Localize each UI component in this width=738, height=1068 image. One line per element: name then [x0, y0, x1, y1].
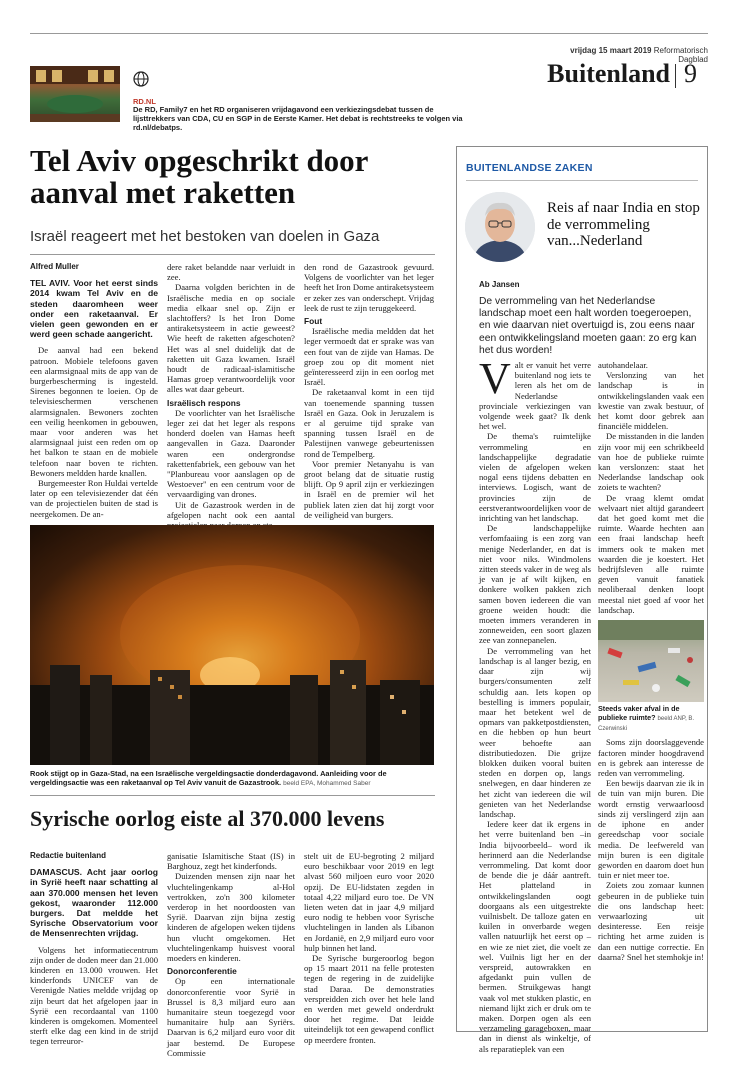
paragraph: De aanval had een bekend patroon. Mobiele telefoons gaven een alarmsignaal mits de app van de burgerbescherming is ingesteld. Sirenes begonnen te loeien. Op de televisieschermen verschenen alarmsignalen. Bewoners zochten een veilig heenkomen in gebouwen, maar voor anderen was het alarmsignaal juist een reden om op het balkon te staan en de mobiele telefoon naar boven te richten. Bewoners meldden harde knallen. — [30, 345, 158, 478]
article1-column-1 — [30, 262, 158, 519]
article1-headline-line2: aanval met raketten — [30, 175, 296, 210]
litter-photo-caption — [598, 705, 704, 733]
paragraph: Uit de Gazastrook werden in de afgelopen nacht ook een aantal — [167, 499, 295, 520]
paper-name: Reformatorisch Dagblad — [653, 46, 708, 64]
paragraph: Zoiets zou zomaar kunnen gebeuren in de publieke tuin die ons landschap heet: verwaarlozing uit desinteresse. Een reisje richting het arme zuiden is dan een nuttige correctie. En daarna? Snel het stemhokje in! — [598, 880, 704, 962]
article2-column-3 — [304, 851, 434, 1045]
article2-column-1 — [30, 851, 158, 1047]
debate-hall-illustration — [30, 66, 120, 122]
paragraph: De misstanden in die landen zijn voor mij een schrikbeeld van hoe de publieke ruimte kan verslonzen: staat het Nederlandse landschap ook zoiets te wachten? — [598, 431, 704, 493]
article2-top-rule — [30, 795, 435, 796]
article1-subhead: Israël reageert met het bestoken van doelen in Gaza — [30, 228, 380, 245]
teaser-text[interactable]: De RD, Family7 en het RD organiseren vrijdagavond een verkiezingsdebat tussen de lijsttrekkers van CDA, CU en SGP in de Eerste Kamer. Het debat is rechtstreeks te volgen via rd.nl/debatps. — [133, 105, 463, 132]
date-text: vrijdag 15 maart 2019 — [570, 46, 652, 55]
paragraph: Daarna volgden berichten in de Israëlische media en op sociale media elkaar snel op. Zijn er slachtoffers? Is het Iron Dome antiraketsysteem in actie geweest? Wie heeft de raketten afgeschoten? Het was al snel duidelijk dat de raketten uit Gaza kwamen. Israël houdt de radicaal-islamitische Hamas groep verantwoordelijk voor alles wat daar gebeurt. — [167, 282, 295, 395]
paragraph: Volgens het informatiecentrum zijn onder de doden meer dan 21.000 kinderen en 13.000 vrouwen. Het kinderfonds UNICEF van de Verenigde Naties meldde vrijdag op zijn beurt dat het afgelopen jaar in Syrië een recordaantal van 1100 kinderen is omgekomen. Momenteel sterft elke dag een kind in de strijd tegen terreuror- — [30, 944, 158, 1047]
paragraph: Een bewijs daarvan zie ik in de tuin van mijn buren. Die wordt ernstig verwaarloosd sinds zij verslingerd zijn aan de iphone en ander gereedschap voor sociale media. De leefwereld van mijn buren is een digitale geworden en daarom doet hun tuin er niet meer toe. — [598, 778, 704, 881]
sidebar-author: Ab Jansen — [479, 280, 520, 289]
article1-byline: Alfred Muller — [30, 262, 79, 271]
article1-headline-line1: Tel Aviv opgeschrikt door — [30, 143, 369, 178]
dropcap: V — [479, 354, 511, 403]
city-skyline-illustration — [30, 525, 434, 765]
paragraph: Verslonzing van het landschap is in ontwikkelingslanden vaak een kwestie van zwak bestuur, of het komt door gebrek aan financiële middelen. — [598, 370, 704, 432]
globe-icon — [133, 71, 149, 87]
gaza-photo[interactable] — [30, 525, 434, 765]
litter-photo[interactable] — [598, 620, 704, 702]
dropcap-paragraph-text: alt er vanuit het verre buitenland nog iets te leren als het om de Nederlandse provinciale verkiezingen van volgende week gaat? Ik denk het wel. — [479, 360, 591, 432]
paragraph: Iedere keer dat ik ergens in het verre buitenland ben –in India bijvoorbeeld– word ik herinnerd aan die Nederlandse verrommeling. Dat komt door de bende die je dáár aantreft. Het platteland in ontwikkelingslanden oogt doorgaans als een uitgestrekte vuilnisbelt. De talloze gaten en kuilen in onverbarde wegen vallen natuurlijk het eerst op – en wie ze niet ziet, die voelt ze wel. Vuilnis ligt her en der verspreid, autowrakken en afgedankt puin vullen de bermen. Struikgewas hangt vaak vol met stukken plastic, en niemand lijkt zich er druk om te maken. Dorpen ogen als een verzameling garageboxen, maar dan in dienst als winkeltje, of als reparatieplek van een — [479, 819, 591, 1054]
paragraph — [479, 354, 591, 432]
paragraph: De thema's ruimtelijke verrommeling en landschappelijke degradatie vielen de afgelopen weken nogal eens tijdens debatten en interviews. Logisch, want de provincies zijn de eerstverantwoordelijken voor de inrichting van het landschap. — [479, 431, 591, 524]
author-avatar — [465, 192, 535, 262]
article1-headline — [30, 145, 450, 209]
caption-text: Steeds vaker afval in de publieke ruimte? — [598, 704, 680, 722]
sidebar-label-rule — [466, 180, 698, 181]
subheading: Donorconferentie — [167, 966, 237, 977]
litter-illustration — [598, 620, 704, 702]
article2-byline: Redactie buitenland — [30, 851, 107, 860]
paragraph: den rond de Gazastrook gevuurd. Volgens de voorlichter van het leger heeft het Iron Dome antiraketsysteem er zeker zes van onderschept. Vrijdag leek de rust te zijn teruggekeerd. — [304, 262, 434, 313]
section-title: Buitenland — [547, 59, 670, 88]
paragraph: Israëlische media meldden dat het leger vermoedt dat er sprake was van een fout van de zijde van Hamas. De groep zou op dit moment niet geïnteresseerd zijn in een oorlog met Israël. — [304, 326, 434, 388]
paragraph: De raketaanval komt in een tijd van toenemende spanning tussen Israël en Gaza. Ook in Jeruzalem is er al geruime tijd sprake van spanning tussen Israël en de Palestijnen vanwege gebeurtenissen rond de Tempelberg. — [304, 387, 434, 459]
paragraph: De vraag klemt omdat welvaart niet altijd garandeert dat het goed komt met die ruimte. Waarde hechten aan een fraai landschap heeft immers ook te maken met waarden die je koestert. Het bedrijfsleven alle ruimte geven vanuit fanatiek neoliberaal denken loopt meestal niet goed af voor het landschap. — [598, 492, 704, 615]
paragraph: De verrommeling van het landschap is al langer bezig, en daar zijn wij burgers/consumenten zelf schuldig aan. Iets kopen op bestelling is immers populair, maar het betekent wel de opmars van pakketpostdiensten, en die hebben op hun beurt weer behoefte aan distributiedozen. Die grijze blokken duiken vooral buiten steden en dorpen op, langs snelwegen, en daar hinderen ze het zicht van iedereen die wil genieten van het Nederlandse landschap. — [479, 645, 591, 819]
paragraph: stelt uit de EU-begroting 2 miljard euro beschikbaar voor 2019 en legt alvast 560 miljoen euro voor 2020 opzij. De EU-lidstaten zegden in totaal 4,22 miljard euro toe. De VN lieten weten dat in jaar 4,9 miljard euro nodig te hebben voor Syrische vluchtelingen in landen als Libanon en Jordanië, en 2,9 miljard euro voor hulp binnen het land. — [304, 851, 434, 953]
page-number: 9 — [684, 59, 697, 88]
paragraph: autohandelaar. — [598, 360, 648, 370]
gaza-photo-caption — [30, 769, 434, 788]
paragraph: Soms zijn doorslaggevende factoren minder hoogdravend en is gebrek aan interesse de reden van verrommeling. — [598, 737, 704, 779]
paragraph: Op een internationale donorconferentie voor Syrië in Brussel is 8,3 miljard euro aan humanitaire steun toegezegd voor humanitaire hulp aan Syriërs. Daarvan is 6,2 miljard euro voor dit jaar bestemd. De Europese Commissie — [167, 976, 295, 1058]
paragraph: Duizenden mensen zijn naar het vluchtelingenkamp al-Hol vertrokken, zo'n 300 kilometer verderop in het noordoosten van Syrië. Daarvan zijn bijna zestig kinderen de afgelopen weken tijdens hun vlucht omgekomen. Het vluchtelingenkamp huisvest vooral moeders en kinderen. — [167, 871, 295, 964]
article2-headline: Syrische oorlog eiste al 370.000 levens — [30, 806, 385, 831]
subheading: Fout — [304, 316, 323, 327]
paragraph: De voorlichter van het Israëlische leger zei dat het leger als respons honderd doelen van Hamas heeft aangevallen in Gaza. Daaronder waren een ondergrondse rakettenfabriek, een gebouw van het "Planbureau voor aanslagen op de Westoever" en een centrum voor de vervaardiging van drones. — [167, 407, 295, 500]
article1-lead: TEL AVIV. Voor het eerst sinds 2014 kwam Tel Aviv en de steden daaromheen weer onder een raketaanval. Er vielen geen gewonden en er werd geen schade aangericht. — [30, 278, 158, 340]
sidebar-column-1 — [479, 354, 591, 1054]
section-divider — [675, 64, 676, 88]
paragraph: Voor premier Netanyahu is van groot belang dat de situatie rustig blijft. Op 9 april zijn er verkiezingen in Israël en de premier wil het publiek laten zien dat hij zorgt voor de veiligheid van burgers. — [304, 458, 434, 520]
teaser-photo[interactable] — [30, 66, 120, 122]
paragraph: De landschappelijke verfomfaaiing is een zorg van menige Nederlander, en dat is niet voor niks. Windmolens zitten steeds vaker in de weg als je van je af wilt kijken, en donkere wolken pakken zich samen boven iedereen die van groene weiden houdt: die moeten immers veranderen in zonneweiden, een soort glazen zee van zonnepanelen. — [479, 523, 591, 646]
teaser-label: RD.NL — [133, 97, 156, 106]
article1-column-3 — [304, 262, 434, 520]
sidebar-column-2 — [598, 360, 704, 962]
caption-text: Rook stijgt op in Gaza-Stad, na een Israëlische vergeldingsactie donderdagavond. Aanleiding voor de vergeldingsactie was een raketaanval op Tel Aviv vanuit de Gazastrook. — [30, 769, 387, 787]
paragraph: dere raket belandde naar verluidt in zee. — [167, 262, 295, 283]
article1-rule — [30, 254, 435, 255]
sidebar-intro: De verrommeling van het Nederlandse landschap moet een halt worden toegeroepen, en wie daarvan niet overtuigd is, zou eens naar een ontwikkelingsland moeten gaan: zo erg kan het dus worden! — [479, 296, 697, 356]
sidebar-title: Reis af naar India en stop de verrommeling van...Nederland — [547, 200, 700, 249]
top-rule — [30, 33, 708, 34]
photo-credit: beeld ANP, B. Czerwinski — [598, 715, 695, 732]
sidebar-label: BUITENLANDSE ZAKEN — [466, 162, 593, 174]
article2-column-2 — [167, 851, 295, 1058]
subheading: Israëlisch respons — [167, 397, 241, 408]
paragraph: Burgemeester Ron Huldai vertelde later op een televisiezender dat één van de projectielen buiten de stad is neergekomen. De an- — [30, 478, 158, 519]
paragraph: De Syrische burgeroorlog begon op 15 maart 2011 na felle protesten tegen de regering in de zuidelijke stad Daraa. De demonstraties verspreidden zich over het hele land en werden met geweld onderdrukt door het regime. Dat leidde uiteindelijk tot een gewapend conflict op meerdere fronten. — [304, 953, 434, 1045]
paragraph: ganisatie Islamitische Staat (IS) in Barghouz, zegt het kinderfonds. — [167, 851, 295, 872]
photo-credit: beeld EPA, Mohammed Saber — [283, 780, 371, 787]
article1-column-2 — [167, 262, 295, 530]
article2-lead: DAMASCUS. Acht jaar oorlog in Syrië heeft naar schatting al aan 370.000 mensen het leven gekost, waaronder 112.000 burgers. Dat meldde het Syrische Observatorium voor de Mensenrechten vrijdag. — [30, 867, 158, 939]
